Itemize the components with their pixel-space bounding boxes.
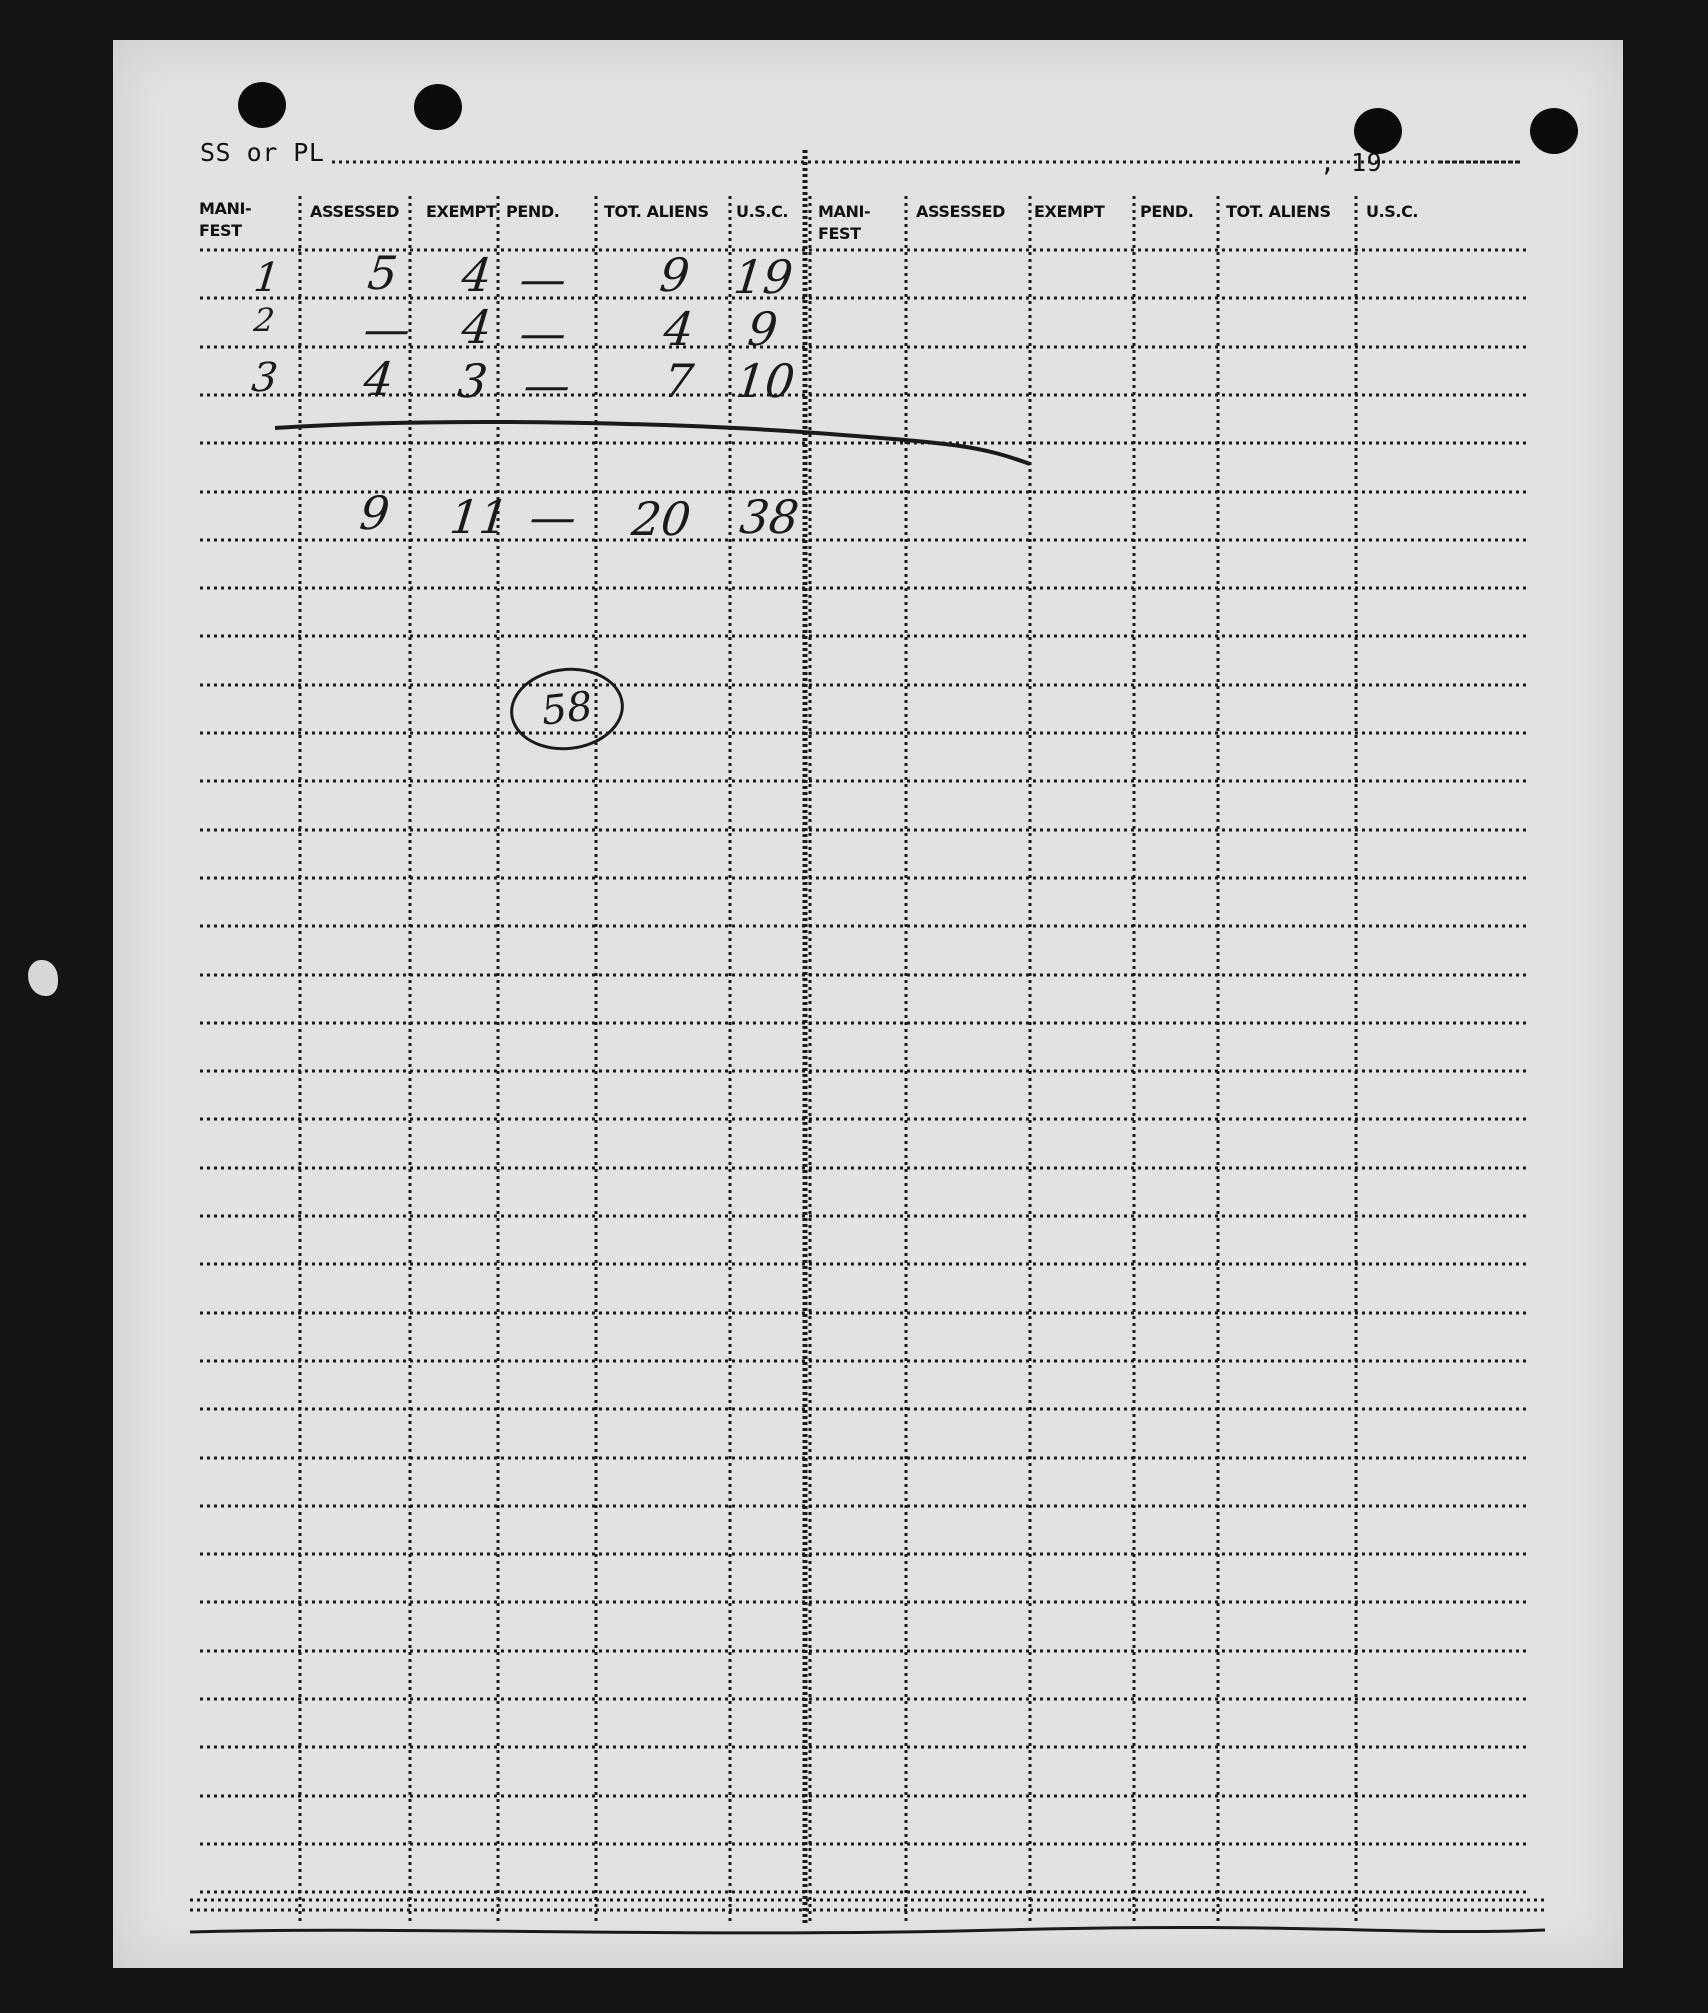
entry-1-tot-aliens: 9 — [657, 248, 693, 302]
entry-3-usc: 10 — [733, 354, 798, 408]
entry-3-exempt: 3 — [455, 354, 491, 408]
total-assessed: 9 — [357, 486, 393, 540]
col-head-exempt-left: EXEMPT — [426, 202, 497, 221]
entry-2-exempt: 4 — [459, 300, 495, 354]
entry-3-tot-aliens: 7 — [661, 354, 697, 408]
bottom-wavy-line — [190, 1927, 1545, 1932]
col-head-tot-aliens-left: TOT. ALIENS — [604, 202, 709, 221]
col-head-exempt-right: EXEMPT — [1034, 202, 1105, 221]
total-exempt: 11 — [447, 490, 512, 544]
entry-3-assessed: 4 — [361, 352, 397, 406]
total-pend: — — [527, 490, 579, 544]
col-head-assessed-left: ASSESSED — [310, 202, 399, 221]
total-usc: 38 — [737, 490, 802, 544]
entry-3-pend: — — [521, 358, 573, 412]
col-head-tot-aliens-right: TOT. ALIENS — [1226, 202, 1331, 221]
entry-1-manifest: 1 — [251, 255, 282, 301]
entry-1-exempt: 4 — [459, 248, 495, 302]
vessel-label: SS or PL — [200, 138, 325, 167]
total-tot-aliens: 20 — [629, 492, 694, 546]
year-prefix: , 19 — [1320, 148, 1383, 177]
col-head-usc-right: U.S.C. — [1366, 202, 1419, 221]
grand-total-value: 58 — [539, 683, 595, 735]
entry-3-manifest: 3 — [249, 355, 280, 401]
handwritten-total-underline — [275, 422, 1030, 464]
col-head-assessed-right: ASSESSED — [916, 202, 1005, 221]
col-head-pend-right: PEND. — [1140, 202, 1194, 221]
col-head-usc-left: U.S.C. — [736, 202, 789, 221]
entry-2-tot-aliens: 4 — [661, 302, 697, 356]
entry-2-usc: 9 — [745, 302, 781, 356]
entry-1-pend: — — [517, 252, 569, 306]
entry-2-pend: — — [517, 306, 569, 360]
col-head-pend-left: PEND. — [506, 202, 560, 221]
col-head-manifest-right: MANI- FEST — [818, 202, 871, 243]
entry-1-usc: 19 — [731, 250, 796, 304]
entry-1-assessed: 5 — [365, 246, 401, 300]
col-head-manifest-left: MANI- FEST — [199, 199, 252, 240]
entry-2-assessed: — — [361, 302, 413, 356]
entry-2-manifest: 2 — [252, 301, 277, 339]
